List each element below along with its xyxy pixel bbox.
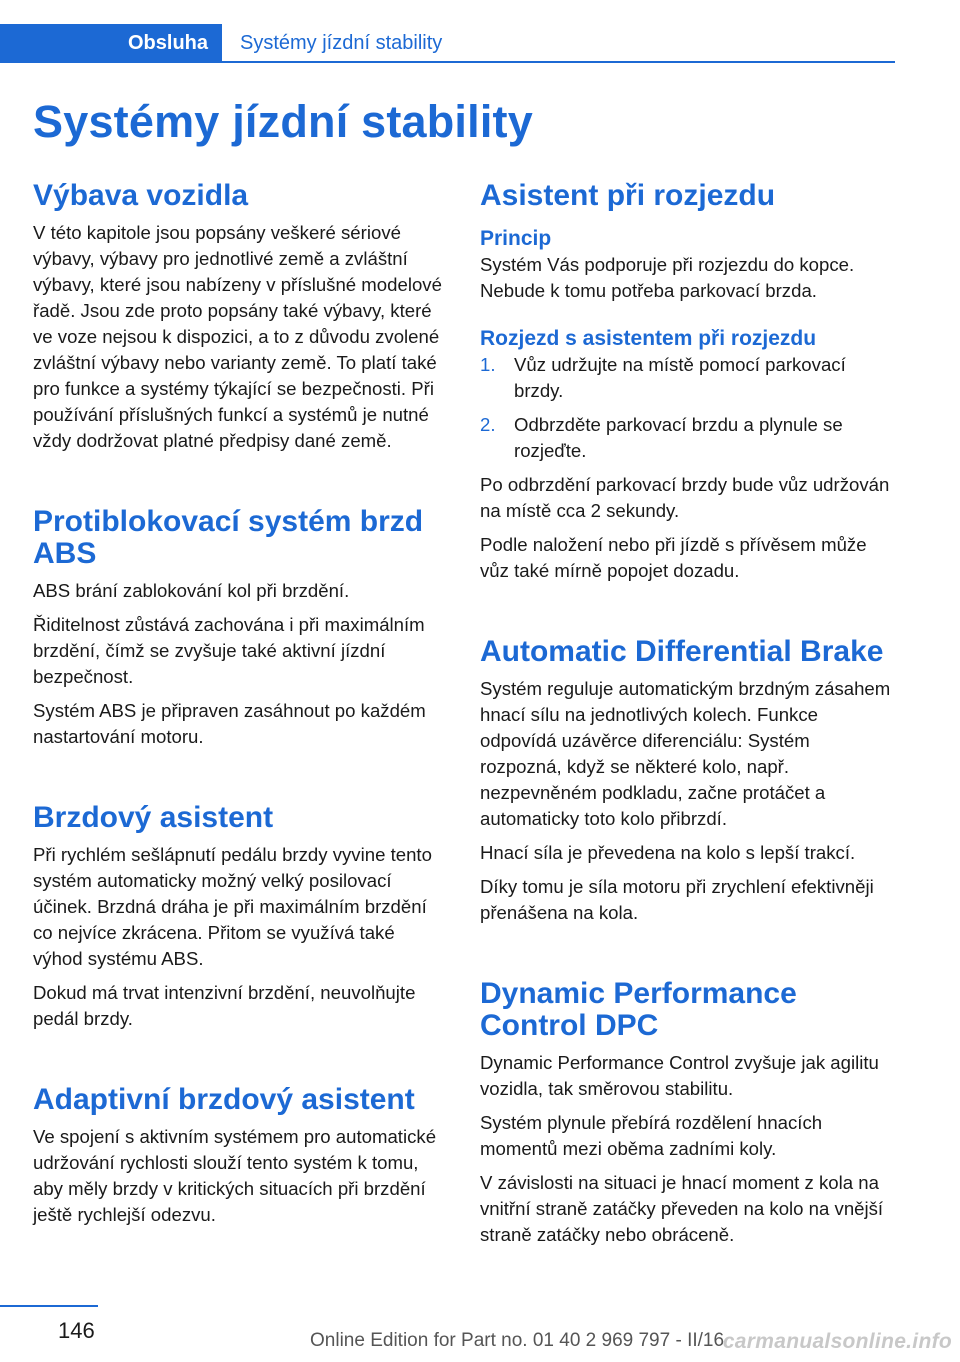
paragraph: Řiditelnost zůstává zachována i při maximálním brzdění, čímž se zvyšuje také aktivní jízdní bezpečnost. bbox=[33, 614, 425, 687]
paragraph: Hnací síla je převedena na kolo s lepší trakcí. bbox=[480, 842, 856, 863]
paragraph: Systém Vás podporuje při rozjezdu do kopce. Nebude k tomu potřeba parkovací brzda. bbox=[480, 254, 855, 301]
list-item bbox=[480, 352, 895, 404]
section-title-adaptivni-asistent: Adaptivní brzdový asistent bbox=[33, 1083, 415, 1116]
step-number: 1. bbox=[480, 354, 496, 375]
section-title-vybava: Výbava vozidla bbox=[33, 179, 249, 212]
paragraph: Dynamic Performance Control zvyšuje jak agilitu vozidla, tak směrovou stabilitu. bbox=[480, 1052, 879, 1099]
section-title-brzdovy-asistent: Brzdový asistent bbox=[33, 801, 274, 834]
page-number: 146 bbox=[58, 1318, 95, 1343]
watermark-logo: carmanualsonline.info bbox=[722, 1330, 952, 1353]
paragraph: Při rychlém sešlápnutí pedálu brzdy vyvine tento systém automaticky možný velký posilovací účinek. Brzdná dráha je při maximálním brzdění co nejvíce zkrácena. Přitom se využívá také výhod systému ABS. bbox=[33, 844, 432, 969]
paragraph: Po odbrzdění parkovací brzdy bude vůz udržován na místě cca 2 sekundy. bbox=[480, 474, 890, 521]
tab-obsluha[interactable]: Obsluha bbox=[0, 24, 222, 62]
subsection-title-princip: Princip bbox=[480, 227, 552, 250]
left-column bbox=[33, 180, 448, 1236]
step-number: 2. bbox=[480, 414, 496, 435]
paragraph: ABS brání zablokování kol při brzdění. bbox=[33, 580, 350, 601]
header-divider bbox=[0, 61, 895, 63]
page-header bbox=[0, 0, 960, 64]
paragraph: Systém plynule přebírá rozdělení hnacích momentů mezi oběma zadními koly. bbox=[480, 1112, 823, 1159]
section-title-asistent-rozjezdu: Asistent při rozjezdu bbox=[480, 179, 776, 212]
section-title-dpc: Dynamic Performance Control DPC bbox=[480, 977, 797, 1042]
subsection-title-rozjezd: Rozjezd s asistentem při rozjezdu bbox=[480, 327, 817, 350]
page-title: Systémy jízdní stability bbox=[33, 96, 533, 147]
paragraph: V závislosti na situaci je hnací moment z kola na vnitřní straně zatáčky převeden na kolo na vnější straně zatáčky nebo obráceně. bbox=[480, 1172, 884, 1245]
paragraph: Ve spojení s aktivním systémem pro automatické udržování rychlosti slouží tento systém k tomu, aby měly brzdy v kritických situacích při brzdění ještě rychlejší odezvu. bbox=[33, 1126, 437, 1225]
step-text: Vůz udržujte na místě pomocí parkovací brzdy. bbox=[514, 354, 846, 401]
paragraph: Systém ABS je připraven zasáhnout po každém nastartování motoru. bbox=[33, 700, 426, 747]
right-column bbox=[480, 180, 895, 1256]
paragraph: Díky tomu je síla motoru při zrychlení efektivněji přenášena na kola. bbox=[480, 876, 874, 923]
section-title-adb: Automatic Differential Brake bbox=[480, 635, 884, 668]
steps-list bbox=[480, 352, 895, 464]
list-item bbox=[480, 412, 895, 464]
paragraph: V této kapitole jsou popsány veškeré sériové výbavy, výbavy pro jednotlivé země a zvláštní výbavy, které jsou nabízeny v příslušné modelové řadě. Jsou zde proto popsány také výbavy, které ve voze nejsou k dispozici, a to z důvodu zvolené zvláštní výbavy nebo varianty země. To platí také pro funkce a systémy týkající se bezpečnosti. Při používání příslušných funkcí a systémů je nutné vždy dodržovat platné předpisy dané země. bbox=[33, 222, 442, 451]
paragraph: Podle naložení nebo při jízdě s přívěsem může vůz také mírně popojet dozadu. bbox=[480, 534, 867, 581]
edition-info: Online Edition for Part no. 01 40 2 969 797 - II/16 bbox=[310, 1330, 725, 1351]
step-text: Odbrzděte parkovací brzdu a plynule se rozjeďte. bbox=[514, 414, 843, 461]
paragraph: Systém reguluje automatickým brzdným zásahem hnací sílu na jednotlivých kolech. Funkce odpovídá uzávěrce diferenciálu: Systém rozpozná, když se některé kolo, např. nezpevněném podkladu, začne protáčet a automaticky toto kolo přibrzdí. bbox=[480, 678, 891, 829]
breadcrumb-section[interactable]: Systémy jízdní stability bbox=[240, 32, 443, 54]
paragraph: Dokud má trvat intenzivní brzdění, neuvolňujte pedál brzdy. bbox=[33, 982, 416, 1029]
footer-divider bbox=[0, 1305, 98, 1307]
section-title-abs: Protiblokovací systém brzd ABS bbox=[33, 505, 424, 570]
